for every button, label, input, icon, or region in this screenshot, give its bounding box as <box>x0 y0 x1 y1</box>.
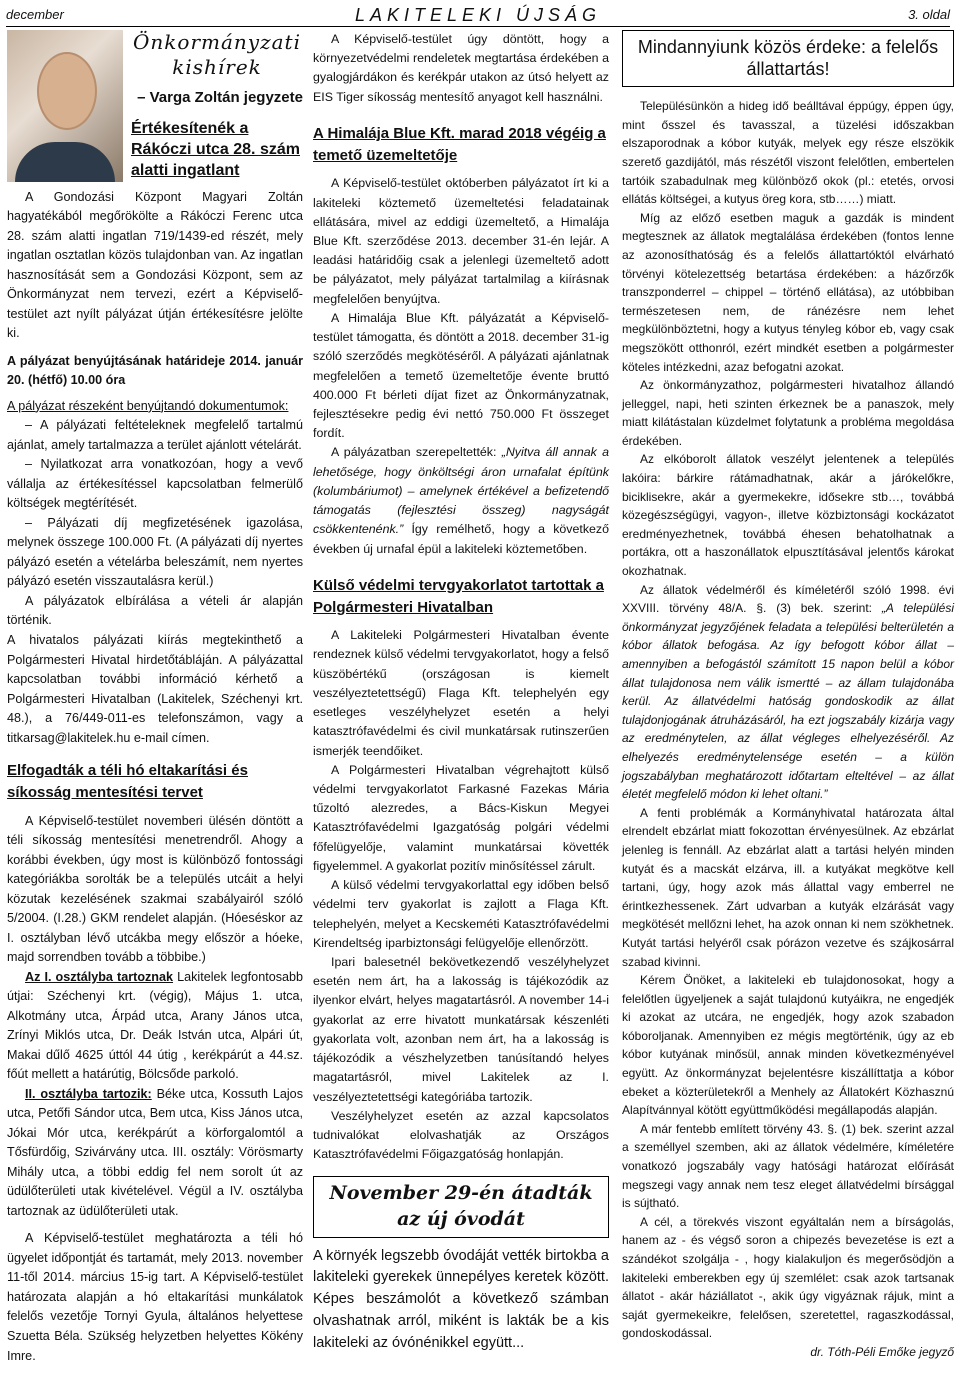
newspaper-title: LAKITELEKI ÚJSÁG <box>354 5 602 25</box>
paragraph: Az állatok védelméről és kíméletéről szóló 1998. évi XXVIII. törvény 48/A. §. (3) bek. szerint: „A települési önkormányzat jegyzőjének feladata a települési belterületén a kóbor állatok befogása. Az így befogott kóbor állat – amennyiben a befogástól számított 15 napon belül a kóbor állat tulajdonosa nem válik ismertté – az állam tulajdonába kerül. Az állatvédelmi hatóság gondoskodik az állat tulajdonjogának átruházásáról, ha ezt jogszabály kizárja vagy az eredménytelen, az állat végleges elhelyezéséről. Az elhelyezés eredménytelensége esetén – a külön jogszabályban meghatározott időtartam elteltével – az állat életét megfelelő módon ki lehet oltani.” <box>622 582 955 802</box>
section-title: Önkormányzati kishírek <box>133 30 301 79</box>
column-right <box>622 30 954 1362</box>
paragraph: A Lakiteleki Polgármesteri Hivatalban évente rendeznek külső védelmi tervgyakorlatot, hogy a felső küszöbértékű (országosan is kiemelt veszélyeztetettségű) Flaga Kft. telephelyén egy esetleges veszélyhelyzet esetén a helyi katasztrófavédelmi és civil munkatársak rutinszerűen ismerjék teendőiket. <box>313 628 609 758</box>
doc-item: – A pályázati feltételeknek megfelelő tartalmú ajánlat, amely tartalmazza a terület ajánlott vételárát. <box>7 418 303 452</box>
article-title: Értékesítenék a Rákóczi utca 28. szám alatti ingatlant <box>131 120 300 179</box>
doc-item: – Nyilatkozat arra vonatkozóan, hogy a vevő vállalja az értékesítéssel kapcsolatban felmerülő költségek megtérítését. <box>7 457 303 511</box>
byline: – Varga Zoltán jegyzete <box>137 89 303 106</box>
paragraph: Veszélyhelyzet esetén az azzal kapcsolatos tudnivalókat elolvashatják az Országos Katasztrófavédelmi Főigazgatóság honlapján. <box>313 1108 609 1162</box>
paragraph: A Polgármesteri Hivatalban végrehajtott külső védelmi tervgyakorlatot Farkasné Fazekas Mária tűzoltó alezredes, a Bács-Kiskun Megyei Katasztrófavédelmi Igazgatóság polgári védelmi főfelügyelője, valamint munkatársai követték figyelemmel. A gyakorlat pozitív minősítéssel zárult. <box>313 762 609 873</box>
paragraph: A Himalája Blue Kft. pályázatát a Képviselő-testület támogatta, és döntött a 2018. december 31-ig szóló szerződés megkötéséről. A pályázati ajánlatnak megfelelően a temető üzemeltetője évente bruttó 400.000 Ft bérleti díjat fizet az Önkormányzatnak, fejlesztésekre pedig évi nettó 750.000 Ft összeget fordít. <box>313 310 609 441</box>
category-label: II. osztályba tartozik: <box>25 1086 152 1101</box>
category-label: Az I. osztályba tartoznak <box>25 969 174 984</box>
deadline: A pályázat benyújtásának határideje 2014. január 20. (hétfő) 10.00 óra <box>7 353 303 388</box>
paragraph: Településünkön a hideg idő beálltával éppúgy, éppen úgy, mint ősszel és tavasszal, a tüzelési időszakban elszaporodnak a kóbor kutyák, melyek egy része elszökik szerető gazdijától, más részétől viszont felelőtlen, embertelen tartóik szabadulnak meg különböző okok (pl.: etetés, orvosi ellátás költségei, a kutyus öreg kora, stb……) miatt. <box>622 99 954 207</box>
paragraph: Kérem Önöket, a lakiteleki eb tulajdonosokat, hogy a felelőtlen ügyeljenek a saját tulajdonú kutyáikra, ne engedjék ki azokat az utcára, ne engedjék, hogy azok szabadon kóboroljanak. Amennyiben ez mégis megtörténik, úgy az eb kóbor kutyának minősül, annak minden következményével együtt. Az önkormányzat bejelentésre kiszállíttatja a kóbor ebeket a közterületekről a Menhely az Állatokért Közhasznú Alapítvánnyal kötött együttműködési megállapodás alapján. <box>622 973 954 1118</box>
article-title: Elfogadták a téli hó eltakarítási és síkosság mentesítési tervet <box>7 762 248 801</box>
paragraph: A pályázatok elbírálása a vételi ár alapján történik. <box>7 593 303 628</box>
paragraph: A külső védelmi tervgyakorlattal egy időben belső védelmi terv gyakorlat is zajlott a Flaga Kft. telephelyén, melyet a Kecskeméti Katasztrófavédelmi Kirendeltség iparbiztonsági felügyelője ellenőrzött. <box>313 878 609 950</box>
column-middle <box>313 30 609 1354</box>
paragraph: A pályázatban szerepeltették: „Nyitva áll annak a lehetősége, hogy önköltségi áron urnafalat építünk (kolumbáriumot) – amelynek értékével a befizetendő támogatás (fejlesztési összeg) nagyságát csökkentenénk.” Így remélhető, hogy a következő években új urnafal épül a lakiteleki köztemetőben. <box>313 445 609 556</box>
paragraph: A Gondozási Központ Magyari Zoltán hagyatékából megőrökölte a Rákóczi Ferenc utca 28. szám alatti ingatlan 719/1439-ed részét, mely ingatlan osztatlan közös tulajdonban van. Az ingatlan hasznosítását sem a Gondozási Központ, sem az Önkormányzat nem tervezi, ezért a Képviselő-testület azt nyílt pályázat útján értékesítésre jelölte ki. <box>7 189 303 341</box>
column-left <box>7 30 303 1366</box>
doc-item: – Pályázati díj megfizetésének igazolása, melynek összege 100.000 Ft. (A pályázati díj nyertes pályázó esetén a vételárba beleszámít, nem nyertes pályázó esetén visszautalásra kerül.) <box>7 515 303 589</box>
paragraph: A Képviselő-testület novemberi ülésén döntött a téli síkosság mentesítési menetrendről. Ahogy a korábbi években, úgy most is különböző fontossági kategóriákba sorolták be a település utcáit a helyi közutak kezelésének szakmai szabályairól szóló 5/2004. (I.28.) GKM rendelet alapján. (Hóeséskor az I. osztályban lévő utcákba megy először a hóeke, majd sorrendben tovább a többibe.) <box>7 813 303 965</box>
paragraph: A Képviselő-testület októberben pályázatot írt ki a lakiteleki köztemető üzemeltetési feladatainak ellátására, mivel az eddigi üzemeltető, a Himalája Blue Kft. szerződése 2013. december 31-én lejár. A leadási határidőig csak a jelenlegi üzemeltető adott be pályázatot, mely pályázat tartalmilag a kiírásnak megfelelően benyújtva. <box>313 176 609 306</box>
author-photo <box>7 30 123 182</box>
paragraph: A Képviselő-testület úgy döntött, hogy a környezetvédelmi rendeletek megtartása érdekében a gyalogjárdákon és kerékpár utakon az útsó helyett az EIS Tiger síkosság mentesítő anyagot kell használni. <box>313 32 609 104</box>
article-title: Mindannyiunk közös érdeke: a felelős állattartás! <box>622 30 954 87</box>
signature: dr. Tóth-Péli Emőke jegyző <box>810 1344 954 1359</box>
page-header <box>6 2 950 27</box>
paragraph: A fenti problémák a Kormányhivatal határozata által elrendelt ebzárlat miatt fokozottan érvényesülnek. Az ebzárlat jelenleg is fennáll. Az ebzárlat alatt a tartási helyén minden kutyát és a macskát elzárva, ill. a kutyákat megkötve kell tartani, úgy, hogy azok más állattal vagy emberrel ne érintkezhessenek. Zárt udvarban a kutyák elzárását vagy megkötését mellőzni lehet, ha azok onnan ki nem szökhetnek. Kutyát tartási helyéről csak pórázon vezetve és szájkosárral szabad kivinni. <box>622 805 954 969</box>
box-title: November 29-én átadták az új óvodát <box>313 1176 609 1237</box>
page-number: 3. oldal <box>908 7 950 22</box>
paragraph: A Képviselő-testület meghatározta a téli hó ügyelet időpontját és tartamát, mely 2013. november 11-től 2014. március 15-ig tart. A Képviselő-testület határozata alapján a hó eltakarítási munkálatok felelős vezetője Tornyi Gyula, általános helyettese Szuetta Béla. Szükség helyzetben helyettes Kökény Imre. <box>7 1231 303 1363</box>
paragraph: Az elkóborolt állatok veszélyt jelentenek a település lakóira: bárkire rátámadhatnak, akár a járókelőkre, biciklisekre, akár a gyermekekre, idősekre stb…, továbbá közegészségügyi, vagyon-, illetve közbiztonsági kockázatot eredményezhetnek, továbbá éhesen behatolhatnak a portákra, ott a haszonállatok elpusztításával jelentős károkat okozhatnak. <box>622 452 954 579</box>
paragraph: II. osztályba tartozik: Béke utca, Kossuth Lajos utca, Petőfi Sándor utca, Bem utca, Kiss János utca, Jókai Mór utca, kerékpárút a körforgalomtól a Tősfürdőig, Szivárvány utca. III. osztály: Vörösmarty Mihály utca, a többi eddig fel nem sorolt út az üdülőterületi utak kivételével. Végül a IV. osztályba tartoznak az üdülőterületi utak. <box>7 1086 303 1218</box>
docs-heading: A pályázat részeként benyújtandó dokumentumok: <box>7 398 289 413</box>
paragraph: Az önkormányzathoz, polgármesteri hivatalhoz állandó jelleggel, napi, heti szinten érkeznek be a panaszok, mely miatt kilátástalan küzdelmet folytatunk a probléma megoldása érdekében. <box>622 378 954 448</box>
paragraph: Míg az előző esetben maguk a gazdák is mindent megtesznek az állatok megtalálása érdekében (fontos lenne az azonosíthatóság és a felelős állattartóktól elvárható törvényi kötelezettség betartása érdekében: a házőrzők transzponderrel – chippel – történő ellátása), az utóbbiban természetesen nem, de ránézésre nem lehet megkülönböztetni, hogy a kutyus tényleg kóbor eb, vagy csak megszökött otthonról, ezért mindkét esetben a polgármester köteles intézkedni, azaz befogatni azokat. <box>622 210 954 374</box>
article-title: A Himalája Blue Kft. marad 2018 végéig a temető üzemeltetője <box>313 124 606 164</box>
paragraph: Ipari balesetnél bekövetkezendő veszélyhelyzet esetén nem árt, ha a lakosság is tájékozódik az ilyenkor elvárt, helyes magatartásról. A november 14-i gyakorlat az erre hivatott munkatársak készenléti gyakorlata volt, azonban nem árt, ha a lakosság is tájékozódik a vészhelyzetben tanúsítandó helyes magatartásról, mivel Lakitelek az I. veszélyeztetettségi kategóriába tartozik. <box>313 954 609 1104</box>
paragraph: Az I. osztályba tartoznak Lakitelek legfontosabb útjai: Széchenyi krt. (végig), Május 1. utca, Alkotmány utca, Árpád utca, Arany János utca, Zrínyi Miklós utca, Dr. Deák István utca, Alpári út, Makai dűlő 4625 úttól 44 útig , kerékpárút a 44.sz. főút mellett a határútig, Bölcsőde parkoló. <box>7 969 304 1082</box>
box-text: A környék legszebb óvodáját vették birtokba a lakiteleki gyerekek ünnepélyes keretek között. Képes beszámolót a következő számban olvashatnak arról, miként is lakták be a kis lakiteleki az óvónénikkel együtt... <box>313 1247 609 1351</box>
paragraph: A már fentebb említett törvény 43. §. (1) bek. szerint azzal a személlyel szemben, aki az állatok védelmére, kíméletére vonatkozó jogszabály vagy hatósági határozat előírását megszegi vagy annak nem tesz eleget állatvédelmi bírsággal is sújtható. <box>622 1121 954 1211</box>
paragraph: A cél, a törekvés viszont egyáltalán nem a bírságolás, hanem az - és végső soron a chipezés bevezetése is ezt a szándékot szolgálja - , hogy kialakuljon és megerősödjön a lakiteleki emberekben egy új szemlélet: csak azok tartsanak állatot - akár háziállatot -, akik úgy vigyáznak rájuk, mint a saját gyermekeikre, felelősen, szeretettel, ragaszkodással, gondoskodással. <box>622 1214 954 1341</box>
paragraph: A hivatalos pályázati kiírás megtekinthető a Polgármesteri Hivatal hirdetőtábláján. A pályázattal kapcsolatban további információ kérhető a Polgármesteri Hivatalban (Lakitelek, Széchenyi krt. 48.), a 76/449-011-es telefonszámon, vagy a titkarsag@lakitelek.hu e-mail címen. <box>7 632 303 745</box>
issue-month: december <box>6 7 64 22</box>
article-title: Külső védelmi tervgyakorlatot tartottak a Polgármesteri Hivatalban <box>313 576 604 616</box>
